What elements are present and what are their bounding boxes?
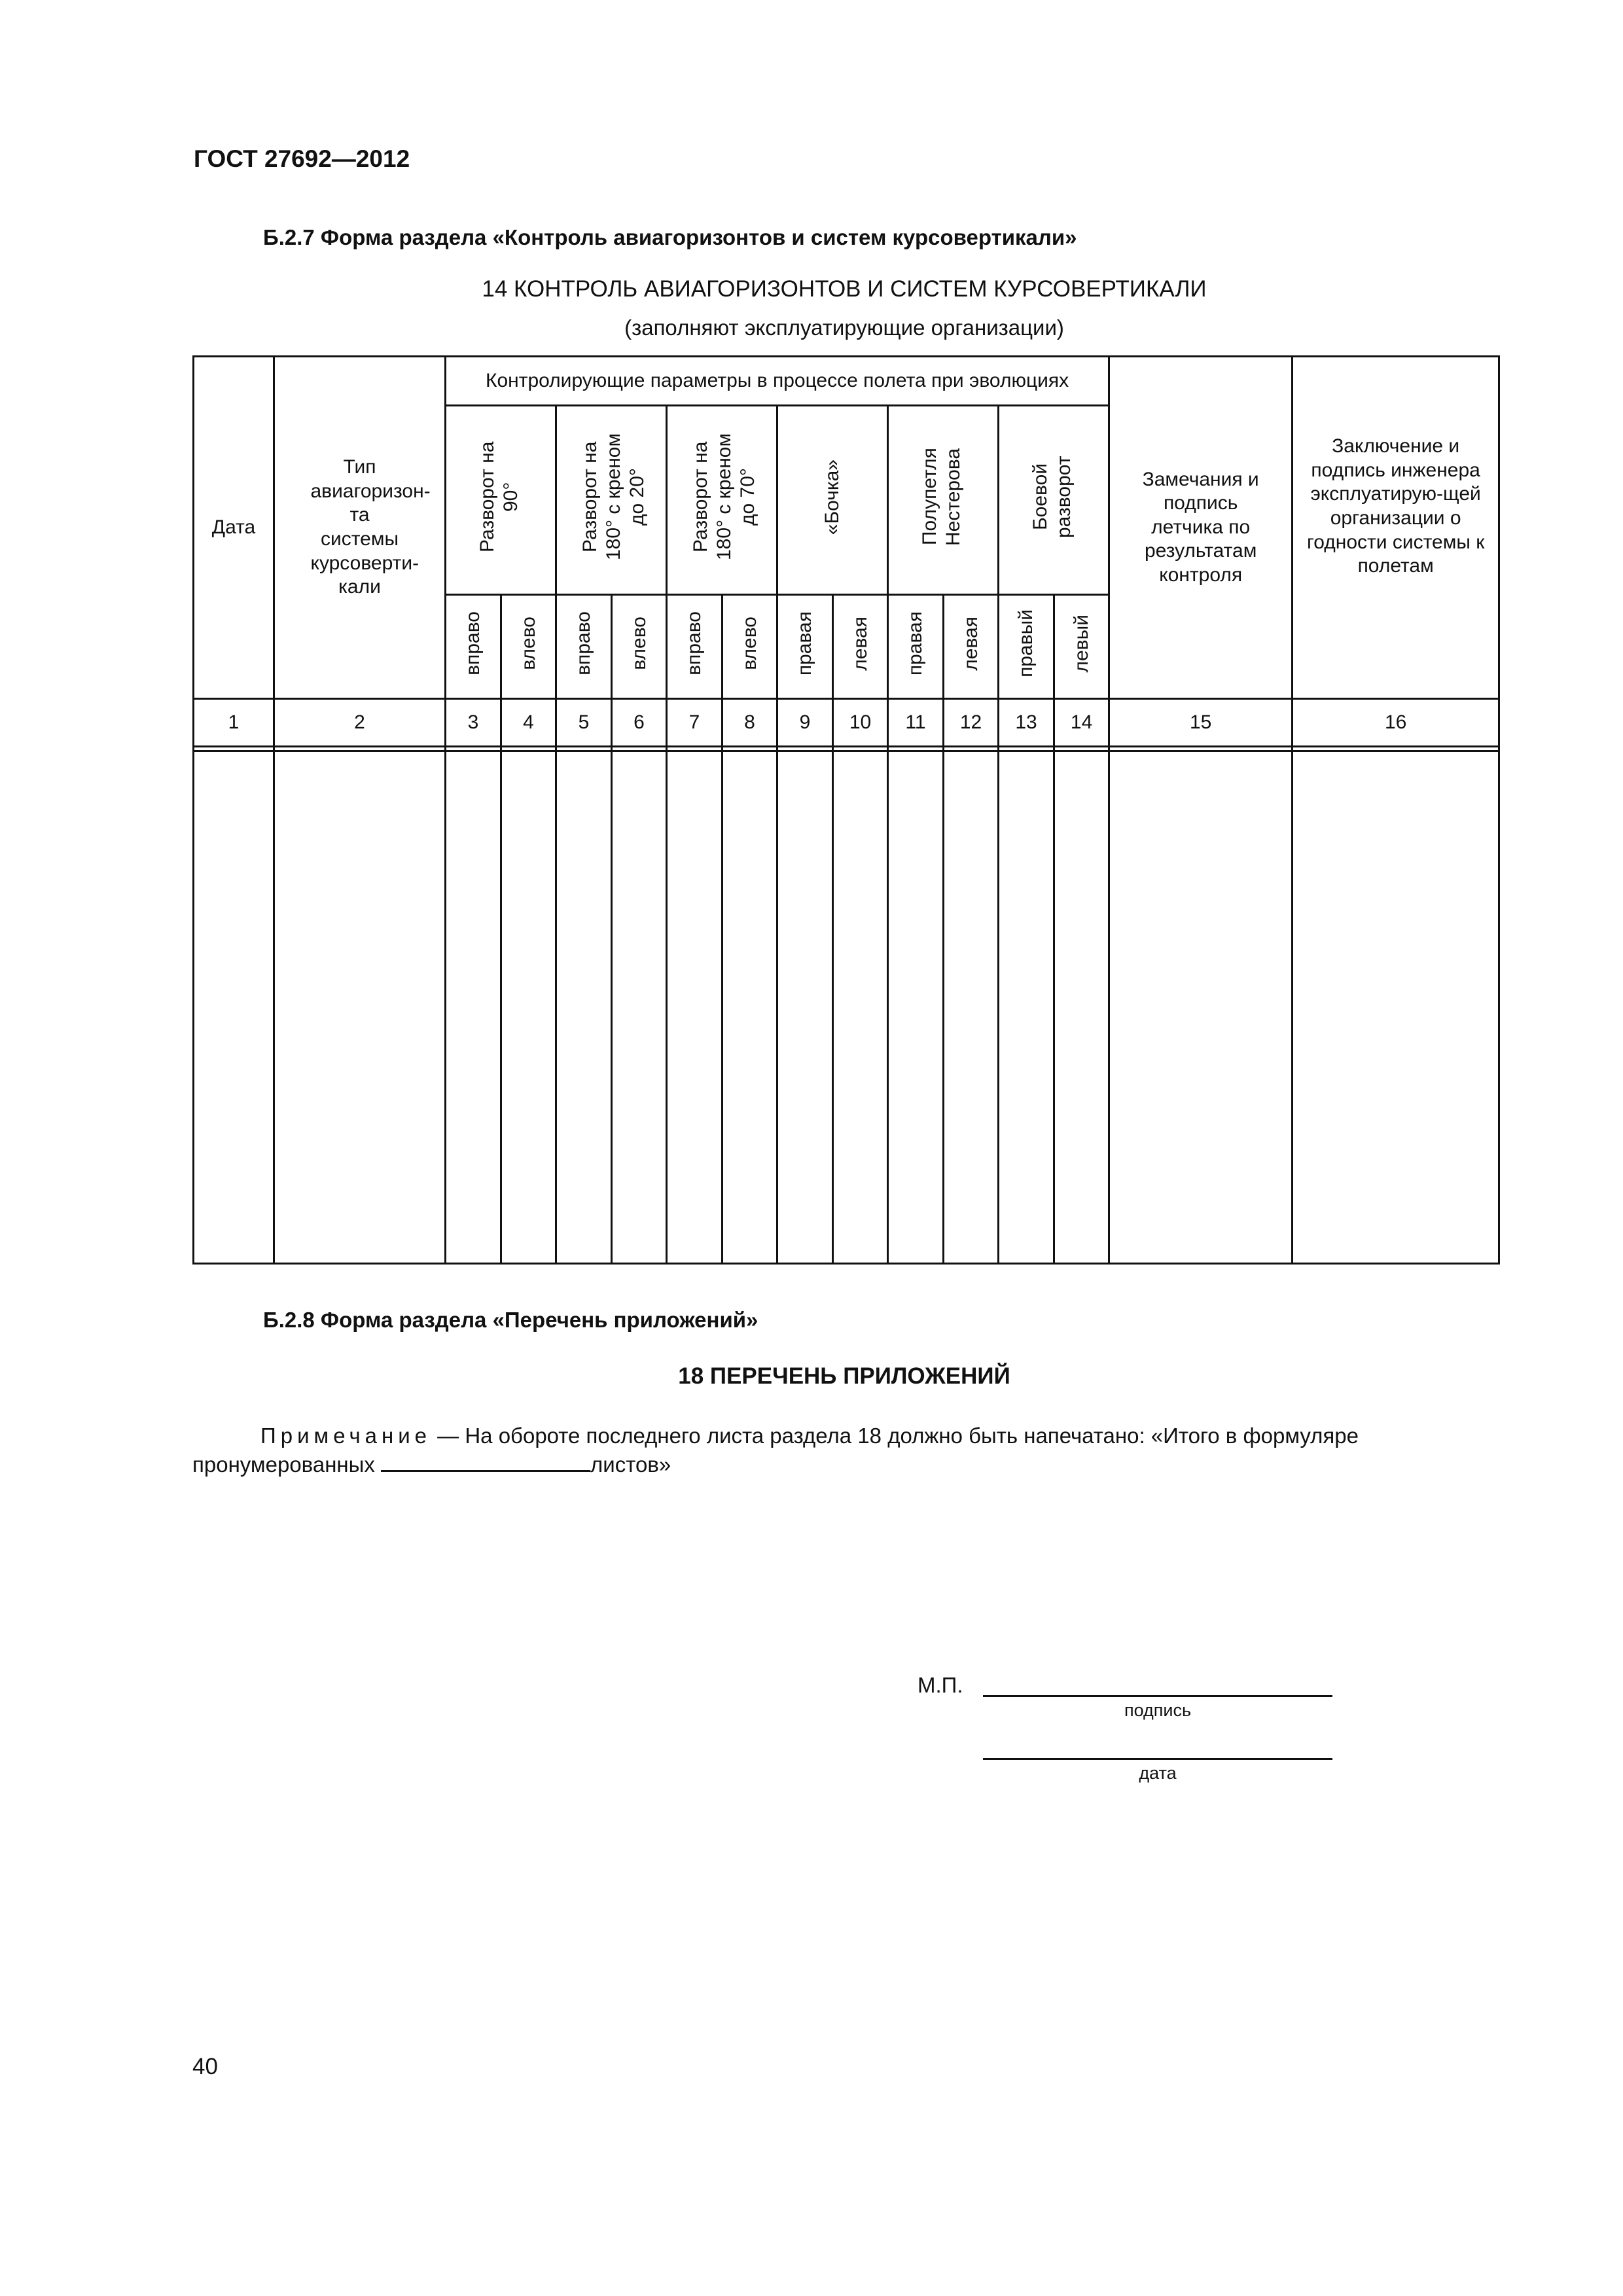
maneuver-combat-turn: Боевой разворот [999,406,1109,595]
page-count-blank[interactable] [381,1450,590,1472]
signature-caption: подпись [1124,1700,1192,1720]
rule-cell [777,747,833,751]
note-label: Примечание [260,1424,432,1448]
header-system-type-text: Тип авиагоризон-та системы курсоверти-кали [310,456,431,598]
page-number: 40 [192,2054,218,2079]
column-number: 4 [501,699,556,747]
sub-turn90-left: влево [501,595,556,699]
entry-cell[interactable] [556,751,612,1264]
maneuver-turn-180-bank-20: Разворот на 180° с креном до 20° [556,406,667,595]
document-header: ГОСТ 27692—2012 [194,145,410,172]
rule-cell [722,747,777,751]
rule-cell [667,747,722,751]
header-engineer-conclusion-text: Заключение и подпись инженера эксплуатирую-щей организации о годности системы к полетам [1306,435,1485,577]
sub-combat-right: правый [999,595,1054,699]
sub-turn180-70-left: влево [722,595,777,699]
entry-cell[interactable] [1293,751,1499,1264]
header-system-type [274,357,446,699]
column-number: 15 [1109,699,1293,747]
column-number: 6 [612,699,667,747]
entry-cell[interactable] [446,751,501,1264]
rule-cell [612,747,667,751]
column-number: 1 [194,699,274,747]
column-number: 12 [944,699,999,747]
header-date: Дата [194,357,274,699]
sub-barrel-right: правая [777,595,833,699]
header-pilot-remarks [1109,357,1293,699]
column-number: 7 [667,699,722,747]
column-number: 2 [274,699,446,747]
note-end: листов» [590,1452,671,1477]
form-18-title: 18 ПЕРЕЧЕНЬ ПРИЛОЖЕНИЙ [678,1363,1010,1389]
column-number-row [194,699,1499,747]
rule-cell [194,747,274,751]
section-b28-heading: Б.2.8 Форма раздела «Перечень приложений» [263,1308,758,1332]
entry-cell[interactable] [722,751,777,1264]
column-number: 5 [556,699,612,747]
entry-cell[interactable] [944,751,999,1264]
maneuver-barrel-roll: «Бочка» [777,406,888,595]
sub-turn180-70-right: вправо [667,595,722,699]
entry-cell[interactable] [1054,751,1109,1264]
sub-turn180-20-right: вправо [556,595,612,699]
signature-line[interactable] [983,1695,1332,1697]
column-number: 9 [777,699,833,747]
column-number: 13 [999,699,1054,747]
form-14-title: 14 КОНТРОЛЬ АВИАГОРИЗОНТОВ И СИСТЕМ КУРСОВЕРТИКАЛИ [482,276,1207,302]
rule-cell [1054,747,1109,751]
entry-cell[interactable] [501,751,556,1264]
column-number: 11 [888,699,944,747]
rule-cell [274,747,446,751]
section-b27-heading: Б.2.7 Форма раздела «Контроль авиагоризонтов и систем курсовертикали» [263,225,1077,249]
header-control-parameters: Контролирующие параметры в процессе полета при эволюциях [446,357,1109,406]
rule-cell [888,747,944,751]
entry-cell[interactable] [194,751,274,1264]
entry-cell[interactable] [999,751,1054,1264]
maneuver-turn-90: Разворот на 90° [446,406,556,595]
rule-cell [501,747,556,751]
entry-cell[interactable] [274,751,446,1264]
column-number: 3 [446,699,501,747]
rule-cell [1293,747,1499,751]
double-rule-row [194,747,1499,751]
date-caption: дата [1139,1763,1177,1783]
sub-barrel-left: левая [833,595,888,699]
entry-cell[interactable] [888,751,944,1264]
entry-cell[interactable] [667,751,722,1264]
column-number: 10 [833,699,888,747]
date-line[interactable] [983,1758,1332,1760]
header-engineer-conclusion [1293,357,1499,699]
column-number: 14 [1054,699,1109,747]
sub-turn90-right: вправо [446,595,501,699]
attitude-indicator-control-table [192,355,1500,1265]
stamp-place: М.П. [918,1673,963,1697]
entry-cell[interactable] [833,751,888,1264]
entry-cell[interactable] [1109,751,1293,1264]
entry-row [194,751,1499,1264]
sub-loop-right: правая [888,595,944,699]
form-14-subtitle: (заполняют эксплуатирующие организации) [624,315,1064,340]
rule-cell [833,747,888,751]
column-number: 8 [722,699,777,747]
rule-cell [999,747,1054,751]
entry-cell[interactable] [777,751,833,1264]
header-pilot-remarks-text: Замечания и подпись летчика по результатам контроля [1142,468,1259,586]
note-text: — На обороте последнего листа раздела 18 должно быть напечатано: «Итого в формуляре пронумерованных [192,1424,1359,1477]
sub-combat-left: левый [1054,595,1109,699]
note-paragraph [192,1422,1495,1479]
maneuver-nesterov-half-loop: Полупетля Нестерова [888,406,999,595]
rule-cell [446,747,501,751]
column-number: 16 [1293,699,1499,747]
rule-cell [1109,747,1293,751]
sub-loop-left: левая [944,595,999,699]
sub-turn180-20-left: влево [612,595,667,699]
entry-cell[interactable] [612,751,667,1264]
rule-cell [556,747,612,751]
rule-cell [944,747,999,751]
maneuver-turn-180-bank-70: Разворот на 180° с креном до 70° [667,406,777,595]
